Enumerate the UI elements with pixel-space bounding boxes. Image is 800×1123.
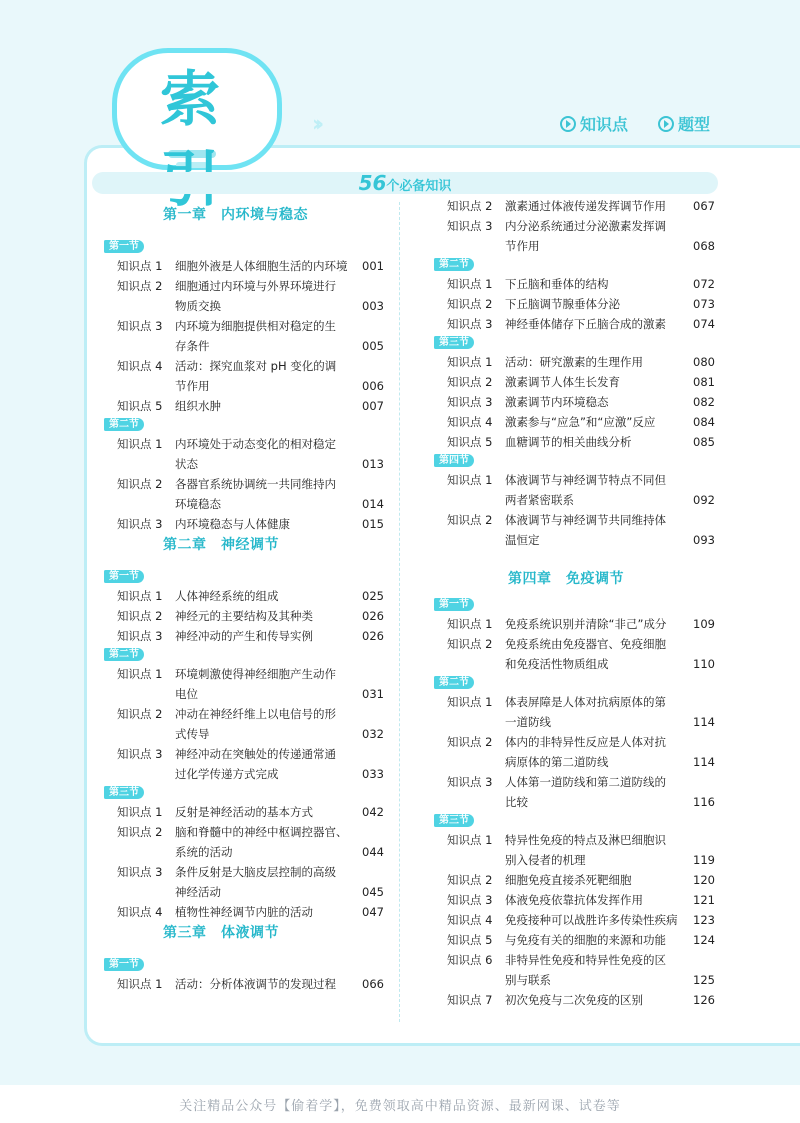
chapter-heading: 第二章 神经调节 [163,537,279,553]
entry-label: 知识点 2 [447,297,493,311]
entry-label: 知识点 5 [447,435,493,449]
entry-page-number: 045 [362,885,384,899]
entry-page-number: 092 [693,493,715,507]
entry-label: 知识点 1 [117,667,163,681]
entry-page-number: 068 [693,239,715,253]
entry-page-number: 003 [362,299,384,313]
entry-text: 下丘脑调节腺垂体分泌 [505,297,620,311]
entry-label: 知识点 7 [447,993,493,1007]
entry-label: 知识点 2 [447,873,493,887]
entry-text: 激素调节内环境稳态 [505,395,609,409]
entry-page-number: 042 [362,805,384,819]
entry-label: 知识点 3 [117,629,163,643]
entry-label: 知识点 2 [447,735,493,749]
entry-label: 知识点 3 [117,865,163,879]
entry-text: 神经活动 [175,885,221,899]
entry-label: 知识点 1 [447,617,493,631]
entry-page-number: 074 [693,317,715,331]
entry-label: 知识点 2 [447,199,493,213]
entry-label: 知识点 4 [447,913,493,927]
footer-note: 关注精品公众号【偷着学】，免费领取高中精品资源、最新网课、试卷等 [179,1099,621,1114]
tag-knowledge-point [560,112,628,135]
entry-text: 各器官系统协调统一共同维持内 [175,477,336,491]
entry-page-number: 026 [362,609,384,623]
entry-page-number: 085 [693,435,715,449]
entry-text: 活动：分析体液调节的发现过程 [175,977,336,991]
entry-text: 系统的活动 [175,845,233,859]
entry-text: 植物性神经调节内脏的活动 [175,905,313,919]
entry-page-number: 114 [693,755,715,769]
entry-text: 脑和脊髓中的神经中枢调控器官、 [175,825,348,839]
entry-page-number: 013 [362,457,384,471]
entry-label: 知识点 3 [117,319,163,333]
entry-text: 冲动在神经纤维上以电信号的形 [175,707,336,721]
entry-label: 知识点 2 [117,609,163,623]
entry-page-number: 025 [362,589,384,603]
entry-text: 细胞外液是人体细胞生活的内环境 [175,259,348,273]
entry-label: 知识点 4 [447,415,493,429]
entry-text: 免疫系统由免疫器官、免疫细胞 [505,637,666,651]
entry-text: 别入侵者的机理 [505,853,586,867]
entry-page-number: 007 [362,399,384,413]
entry-text: 环境稳态 [175,497,221,511]
entry-label: 知识点 3 [447,893,493,907]
entry-text: 人体第一道防线和第二道防线的 [505,775,666,789]
entry-page-number: 109 [693,617,715,631]
entry-page-number: 072 [693,277,715,291]
entry-page-number: 015 [362,517,384,531]
entry-page-number: 120 [693,873,715,887]
section-badge: 第二节 [434,258,474,271]
entry-label: 知识点 3 [447,317,493,331]
entry-page-number: 067 [693,199,715,213]
entry-label: 知识点 1 [117,589,163,603]
entry-text: 比较 [505,795,528,809]
entry-page-number: 125 [693,973,715,987]
entry-text: 细胞免疫直接杀死靶细胞 [505,873,632,887]
entry-page-number: 084 [693,415,715,429]
entry-label: 知识点 3 [447,775,493,789]
entry-page-number: 001 [362,259,384,273]
entry-text: 免疫系统识别并清除“非己”成分 [505,617,667,631]
entry-text: 细胞通过内环境与外界环境进行 [175,279,336,293]
entry-label: 知识点 1 [117,805,163,819]
entry-label: 知识点 1 [447,473,493,487]
entry-text: 体表屏障是人体对抗病原体的第 [505,695,666,709]
entry-text: 特异性免疫的特点及淋巴细胞识 [505,833,666,847]
entry-page-number: 081 [693,375,715,389]
entry-text: 式传导 [175,727,210,741]
play-circle-icon [560,116,576,132]
section-badge: 第一节 [104,240,144,253]
chapter-heading: 第一章 内环境与稳态 [163,207,308,223]
entry-page-number: 126 [693,993,715,1007]
entry-page-number: 026 [362,629,384,643]
entry-text: 血糖调节的相关曲线分析 [505,435,632,449]
entry-page-number: 124 [693,933,715,947]
entry-text: 一道防线 [505,715,551,729]
entry-label: 知识点 1 [117,259,163,273]
entry-page-number: 116 [693,795,715,809]
banner-text [92,172,718,198]
entry-text: 内环境处于动态变化的相对稳定 [175,437,336,451]
section-badge: 第三节 [434,814,474,827]
entry-label: 知识点 2 [447,375,493,389]
entry-page-number: 047 [362,905,384,919]
entry-text: 神经冲动的产生和传导实例 [175,629,313,643]
entry-label: 知识点 4 [117,905,163,919]
entry-text: 神经冲动在突触处的传递通常通 [175,747,336,761]
entry-label: 知识点 1 [117,437,163,451]
entry-page-number: 119 [693,853,715,867]
entry-text: 与免疫有关的细胞的来源和功能 [505,933,666,947]
chapter-heading: 第三章 体液调节 [163,925,279,941]
entry-text: 环境刺激使得神经细胞产生动作 [175,667,336,681]
banner-label: 个必备知识 [386,179,452,194]
entry-text: 体液免疫依靠抗体发挥作用 [505,893,643,907]
entry-text: 体液调节与神经调节共同维持体 [505,513,666,527]
entry-page-number: 066 [362,977,384,991]
entry-text: 免疫接种可以战胜许多传染性疾病 [505,913,678,927]
banner [92,172,718,194]
entry-page-number: 006 [362,379,384,393]
entry-label: 知识点 6 [447,953,493,967]
entry-text: 反射是神经活动的基本方式 [175,805,313,819]
section-badge: 第二节 [434,676,474,689]
banner-number: 56 [358,171,387,195]
section-badge: 第一节 [104,570,144,583]
entry-text: 神经垂体储存下丘脑合成的激素 [505,317,666,331]
entry-label: 知识点 3 [117,517,163,531]
tag-question-type [658,112,710,135]
entry-label: 知识点 2 [117,825,163,839]
entry-label: 知识点 1 [447,695,493,709]
entry-text: 和免疫活性物质组成 [505,657,609,671]
entry-text: 内环境为细胞提供相对稳定的生 [175,319,336,333]
chapter-heading: 第四章 免疫调节 [508,571,624,587]
entry-text: 内分泌系统通过分泌激素发挥调 [505,219,666,233]
chevron-right-icon: ›› [312,112,319,137]
entry-text: 过化学传递方式完成 [175,767,279,781]
entry-text: 别与联系 [505,973,551,987]
section-badge: 第二节 [104,418,144,431]
entry-label: 知识点 2 [117,477,163,491]
entry-label: 知识点 5 [447,933,493,947]
entry-text: 激素参与“应急”和“应激”反应 [505,415,656,429]
column-divider [399,202,400,1022]
entry-text: 病原体的第二道防线 [505,755,609,769]
entry-text: 电位 [175,687,198,701]
entry-label: 知识点 1 [447,277,493,291]
tag-label: 知识点 [580,115,629,134]
entry-text: 初次免疫与二次免疫的区别 [505,993,643,1007]
page-title: 索 [160,65,226,135]
entry-text: 内环境稳态与人体健康 [175,517,290,531]
entry-page-number: 014 [362,497,384,511]
entry-text: 活动：研究激素的生理作用 [505,355,643,369]
entry-text: 下丘脑和垂体的结构 [505,277,609,291]
play-circle-icon [658,116,674,132]
entry-text: 体内的非特异性反应是人体对抗 [505,735,666,749]
entry-label: 知识点 2 [447,513,493,527]
entry-label: 知识点 2 [447,637,493,651]
section-badge: 第三节 [434,336,474,349]
entry-label: 知识点 3 [447,219,493,233]
entry-text: 节作用 [505,239,540,253]
entry-label: 知识点 3 [117,747,163,761]
entry-label: 知识点 2 [117,707,163,721]
entry-page-number: 073 [693,297,715,311]
entry-label: 知识点 1 [447,833,493,847]
entry-label: 知识点 1 [447,355,493,369]
entry-text: 组织水肿 [175,399,221,413]
section-badge: 第一节 [104,958,144,971]
section-badge: 第四节 [434,454,474,467]
entry-text: 非特异性免疫和特异性免疫的区 [505,953,666,967]
entry-page-number: 123 [693,913,715,927]
tag-label: 题型 [678,115,711,134]
section-badge: 第一节 [434,598,474,611]
entry-page-number: 121 [693,893,715,907]
entry-page-number: 031 [362,687,384,701]
entry-text: 人体神经系统的组成 [175,589,279,603]
entry-text: 节作用 [175,379,210,393]
entry-page-number: 032 [362,727,384,741]
entry-text: 两者紧密联系 [505,493,574,507]
entry-page-number: 110 [693,657,715,671]
entry-text: 活动：探究血浆对 pH 变化的调 [175,359,337,373]
entry-page-number: 114 [693,715,715,729]
entry-text: 温恒定 [505,533,540,547]
entry-label: 知识点 2 [117,279,163,293]
entry-page-number: 033 [362,767,384,781]
entry-text: 激素通过体液传递发挥调节作用 [505,199,666,213]
entry-text: 体液调节与神经调节特点不同但 [505,473,666,487]
entry-page-number: 005 [362,339,384,353]
entry-page-number: 044 [362,845,384,859]
entry-text: 状态 [175,457,198,471]
section-badge: 第三节 [104,786,144,799]
entry-text: 物质交换 [175,299,221,313]
entry-label: 知识点 3 [447,395,493,409]
entry-text: 神经元的主要结构及其种类 [175,609,313,623]
section-badge: 第二节 [104,648,144,661]
entry-page-number: 093 [693,533,715,547]
entry-page-number: 080 [693,355,715,369]
entry-label: 知识点 1 [117,977,163,991]
entry-text: 存条件 [175,339,210,353]
entry-text: 条件反射是大脑皮层控制的高级 [175,865,336,879]
entry-page-number: 082 [693,395,715,409]
entry-text: 激素调节人体生长发育 [505,375,620,389]
entry-label: 知识点 5 [117,399,163,413]
entry-label: 知识点 4 [117,359,163,373]
